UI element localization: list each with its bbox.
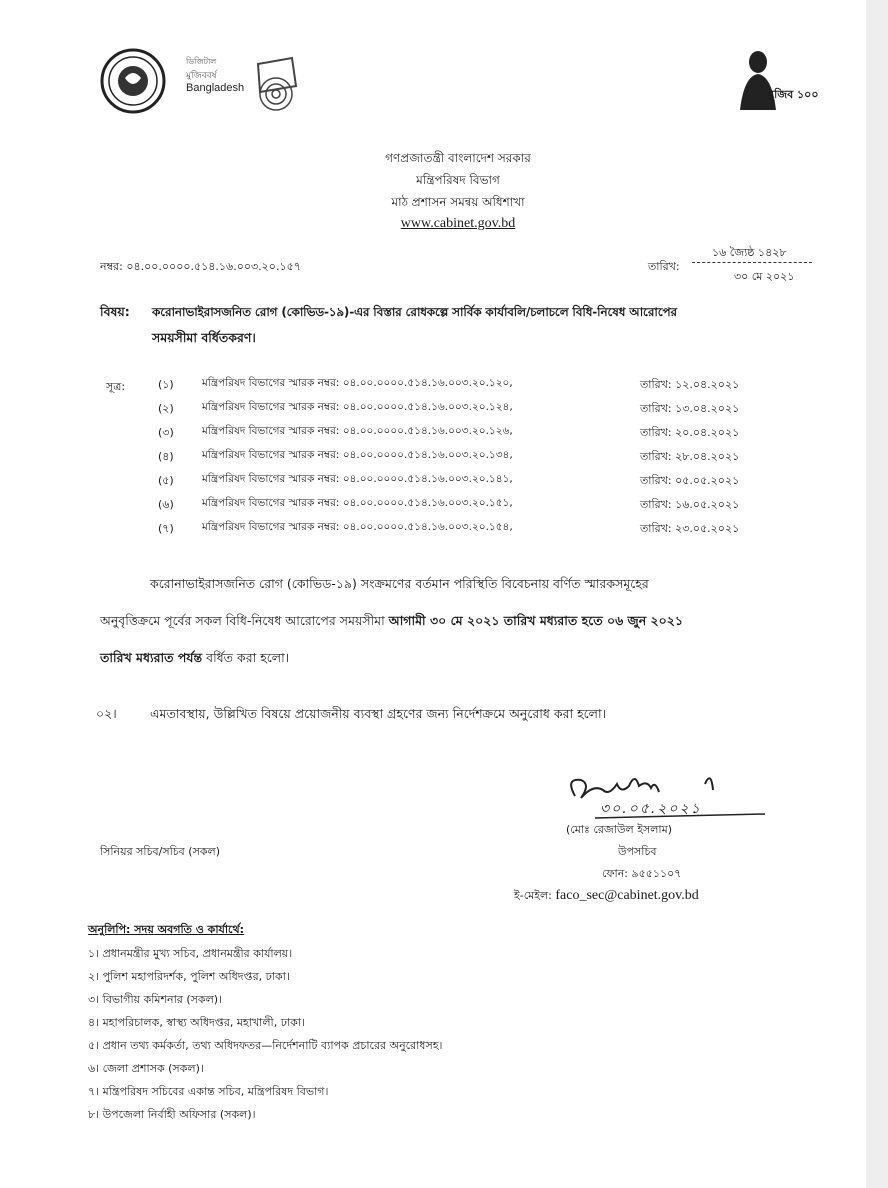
copy-item: ৭। মন্ত্রিপরিষদ সচিবের একান্ত সচিব, মন্ত্রিপরিষদ বিভাগ। [88, 1085, 329, 1098]
reference-number: (১) [158, 378, 174, 391]
para2-text: এমতাবস্থায়, উল্লিখিত বিষয়ে প্রয়োজনীয় ব্যবস্থা গ্রহণের জন্য নির্দেশক্রমে অনুরোধ করা হলো। [150, 706, 607, 721]
copy-item: ৫। প্রধান তথ্য কর্মকর্তা, তথ্য অধিদফতর—নির্দেশনাটি ব্যাপক প্রচারের অনুরোধসহ। [88, 1039, 443, 1052]
reference-number: (৩) [158, 426, 174, 439]
logo-text-2: মুজিববর্ষ [186, 71, 217, 81]
subject-line-2: সময়সীমা বর্ধিতকরণ। [152, 330, 256, 345]
copy-item: ১। প্রধানমন্ত্রীর মুখ্য সচিব, প্রধানমন্ত্রীর কার্যালয়। [88, 947, 293, 960]
logo-text-1: ডিজিটাল [186, 57, 217, 66]
reference-date: তারিখ: ১৬.০৫.২০২১ [640, 498, 740, 511]
reference-text: মন্ত্রিপরিষদ বিভাগের স্মারক নম্বর: ০৪.০০.০০০০.৫১৪.১৬.০০৩.২০.১২০, [202, 377, 513, 389]
para1-line-3-normal: বর্ধিত করা হলো। [206, 650, 290, 665]
wing-title: মাঠ প্রশাসন সমন্বয় অধিশাখা [391, 195, 525, 209]
page-edge [866, 0, 888, 1188]
email-label: ই-মেইল: [514, 889, 552, 902]
reference-date: তারিখ: ২০.০৪.২০২১ [640, 426, 740, 439]
reference-text: মন্ত্রিপরিষদ বিভাগের স্মারক নম্বর: ০৪.০০.০০০০.৫১৪.১৬.০০৩.২০.১৫৪, [202, 521, 513, 533]
fingerprint-icon [252, 56, 302, 114]
subject-label: বিষয়: [100, 304, 130, 319]
division-title: মন্ত্রিপরিষদ বিভাগ [416, 173, 500, 187]
reference-number: (৭) [158, 522, 174, 535]
reference-text: মন্ত্রিপরিষদ বিভাগের স্মারক নম্বর: ০৪.০০.০০০০.৫১৪.১৬.০০৩.২০.১৩৪, [202, 449, 513, 461]
reference-date: তারিখ: ১২.০৪.২০২১ [640, 378, 740, 391]
digital-bangladesh-logo [182, 52, 302, 116]
memo-number-label: নম্বর: [100, 260, 123, 273]
reference-date: তারিখ: ১৩.০৪.২০২১ [640, 402, 740, 415]
signer-phone: ফোন: ৯৫৫১১০৭ [602, 867, 682, 880]
mujib-100-logo [720, 46, 819, 112]
govt-title: গণপ্রজাতন্ত্রী বাংলাদেশ সরকার [385, 151, 531, 165]
copy-item: ২। পুলিশ মহাপরিদর্শক, পুলিশ অধিদপ্তর, ঢাকা। [88, 970, 290, 983]
website-line [308, 216, 608, 232]
copy-item: ৬। জেলা প্রশাসক (সকল)। [88, 1062, 204, 1075]
subject-line-1: করোনাভাইরাসজনিত রোগ (কোভিড-১৯)-এর বিস্তার রোধকল্পে সার্বিক কার্যাবলি/চলাচলে বিধি-নিষেধ আরোপের [152, 305, 677, 319]
para1-line-2-normal: অনুবৃত্তিক্রমে পূর্বের সকল বিধি-নিষেধ আরোপের সময়সীমা [100, 613, 385, 628]
reference-text: মন্ত্রিপরিষদ বিভাগের স্মারক নম্বর: ০৪.০০.০০০০.৫১৪.১৬.০০৩.২০.১২৬, [202, 425, 513, 437]
email-link[interactable]: faco_sec@cabinet.gov.bd [555, 888, 699, 903]
para1-line-2 [100, 615, 683, 628]
date-divider [692, 262, 812, 263]
para1-line-2-bold: আগামী ৩০ মে ২০২১ তারিখ মধ্যরাত হতে ০৬ জুন ২০২১ [388, 613, 684, 628]
recipient: সিনিয়র সচিব/সচিব (সকল) [100, 845, 221, 858]
references-label: সূত্র: [106, 380, 126, 393]
reference-text: মন্ত্রিপরিষদ বিভাগের স্মারক নম্বর: ০৪.০০.০০০০.৫১৪.১৬.০০৩.২০.১৪১, [202, 473, 513, 485]
signer-name: (মোঃ রেজাউল ইসলাম) [566, 823, 672, 836]
reference-number: (৫) [158, 474, 174, 487]
para1-line-3-bold: তারিখ মধ্যরাত পর্যন্ত [100, 650, 203, 665]
government-emblem-icon [100, 48, 166, 114]
copy-item: ৪। মহাপরিচালক, স্বাস্থ্য অধিদপ্তর, মহাখালী, ঢাকা। [88, 1016, 305, 1029]
reference-text: মন্ত্রিপরিষদ বিভাগের স্মারক নম্বর: ০৪.০০.০০০০.৫১৪.১৬.০০৩.২০.১২৪, [202, 401, 513, 413]
copy-item: ৮। উপজেলা নির্বাহী অফিসার (সকল)। [88, 1108, 256, 1121]
signer-designation: উপসচিব [618, 845, 657, 858]
para2-number: ০২। [96, 706, 117, 721]
memo-number [100, 258, 301, 277]
reference-text: মন্ত্রিপরিষদ বিভাগের স্মারক নম্বর: ০৪.০০.০০০০.৫১৪.১৬.০০৩.২০.১৫১, [202, 497, 513, 509]
copy-item: ৩। বিভাগীয় কমিশনার (সকল)। [88, 993, 223, 1006]
website-link[interactable]: www.cabinet.gov.bd [400, 216, 516, 231]
reference-date: তারিখ: ২৮.০৪.২০২১ [640, 450, 740, 463]
signature-date: ৩০.০৫.২০২১ [600, 801, 702, 817]
reference-number: (৪) [158, 450, 174, 463]
logo-brand: Bangladesh [186, 82, 245, 94]
memo-date-bangla: ১৬ জ্যৈষ্ঠ ১৪২৮ [712, 246, 787, 259]
reference-number: (২) [158, 402, 174, 415]
reference-date: তারিখ: ০৫.০৫.২০২১ [640, 474, 740, 487]
memo-number-value: ০৪.০০.০০০০.৫১৪.১৬.০০৩.২০.১৫৭ [126, 260, 301, 273]
mujib-100-text: মুজিব ১০০ [768, 88, 819, 101]
reference-date: তারিখ: ২৩.০৫.২০২১ [640, 522, 740, 535]
reference-number: (৬) [158, 498, 174, 511]
para1-line-1: করোনাভাইরাসজনিত রোগ (কোভিড-১৯) সংক্রমণের বর্তমান পরিস্থিতি বিবেচনায় বর্ণিত স্মারকসমূহের [150, 576, 649, 591]
signer-email [514, 887, 699, 906]
copies-title: অনুলিপি: সদয় অবগতি ও কার্যার্থে: [88, 923, 245, 936]
memo-date-english: ৩০ মে ২০২১ [734, 270, 795, 283]
para1-line-3 [100, 652, 289, 665]
memo-date-label: তারিখ: [648, 260, 680, 273]
